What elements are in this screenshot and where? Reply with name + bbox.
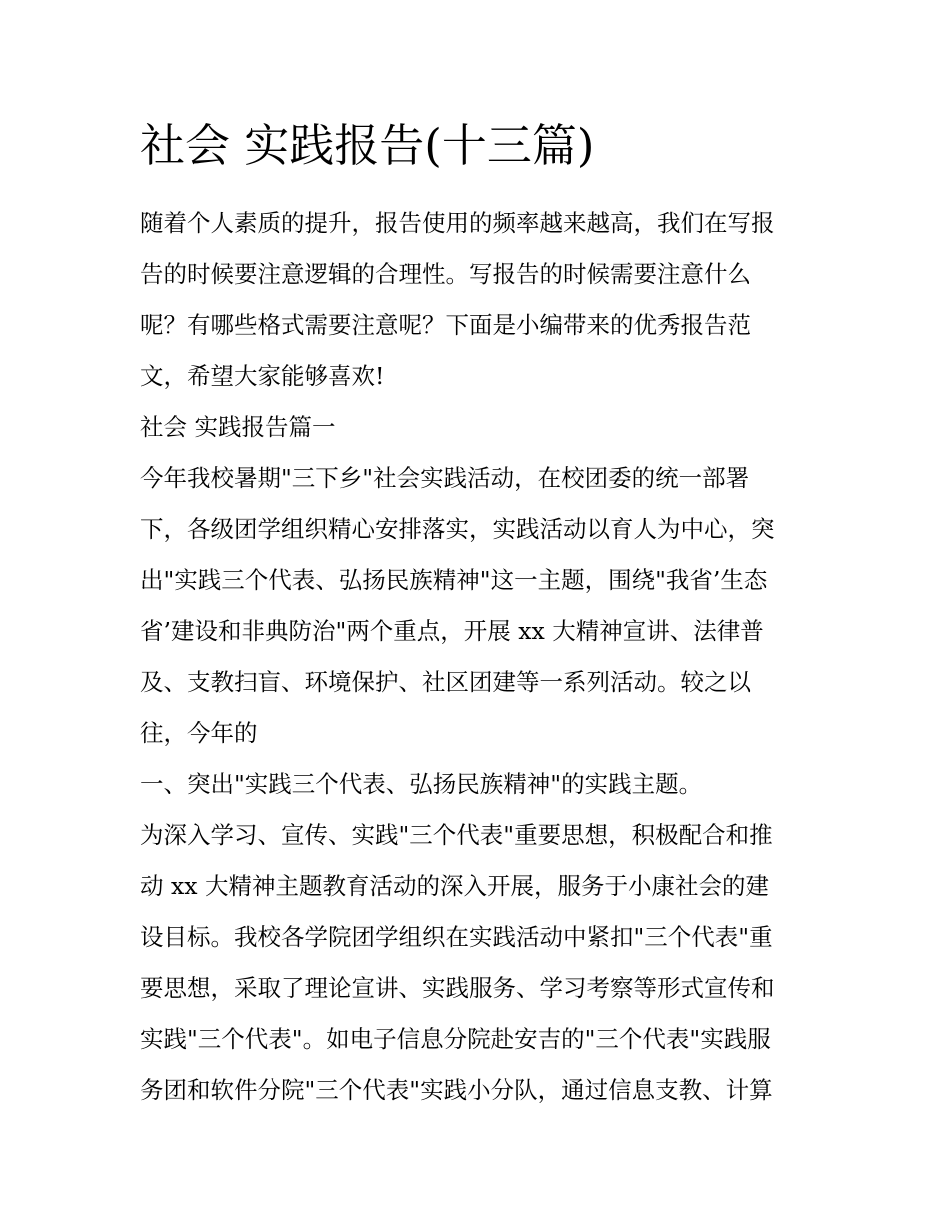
paragraph-line: 要思想，采取了理论宣讲、实践服务、学习考察等形式宣传和 <box>140 974 775 1002</box>
paragraph-line: 实践"三个代表"。如电子信息分院赴安吉的"三个代表"实践服 <box>140 1025 771 1053</box>
paragraph-line: 为深入学习、宣传、实践"三个代表"重要思想，积极配合和推 <box>140 821 773 849</box>
document-title: 社会 实践报告(十三篇) <box>140 119 595 172</box>
paragraph-line: 设目标。我校各学院团学组织在实践活动中紧扣"三个代表"重 <box>140 923 773 951</box>
document-body <box>140 198 820 1116</box>
paragraph-line: 出"实践三个代表、弘扬民族精神"这一主题，围绕"我省’生态 <box>140 566 768 594</box>
paragraph-line: 告的时候要注意逻辑的合理性。写报告的时候需要注意什么 <box>140 260 751 288</box>
paragraph-line: 动 xx 大精神主题教育活动的深入开展，服务于小康社会的建 <box>140 872 769 900</box>
paragraph-line: 下，各级团学组织精心安排落实，实践活动以育人为中心，突 <box>140 515 775 543</box>
paragraph-line: 务团和软件分院"三个代表"实践小分队，通过信息支教、计算 <box>140 1076 773 1104</box>
paragraph-line: 往，今年的 <box>140 719 258 747</box>
subsection-heading: 一、突出"实践三个代表、弘扬民族精神"的实践主题。 <box>140 770 703 798</box>
paragraph-line: 省’建设和非典防治"两个重点，开展 xx 大精神宣讲、法律普 <box>140 617 764 645</box>
paragraph-line: 今年我校暑期"三下乡"社会实践活动，在校团委的统一部署 <box>140 464 750 492</box>
paragraph-line: 随着个人素质的提升，报告使用的频率越来越高，我们在写报 <box>140 209 775 237</box>
paragraph-line: 呢？有哪些格式需要注意呢？下面是小编带来的优秀报告范 <box>140 311 751 339</box>
paragraph-line: 文，希望大家能够喜欢! <box>140 362 385 390</box>
section-heading: 社会 实践报告篇一 <box>140 413 336 441</box>
paragraph-line: 及、支教扫盲、环境保护、社区团建等一系列活动。较之以 <box>140 668 751 696</box>
